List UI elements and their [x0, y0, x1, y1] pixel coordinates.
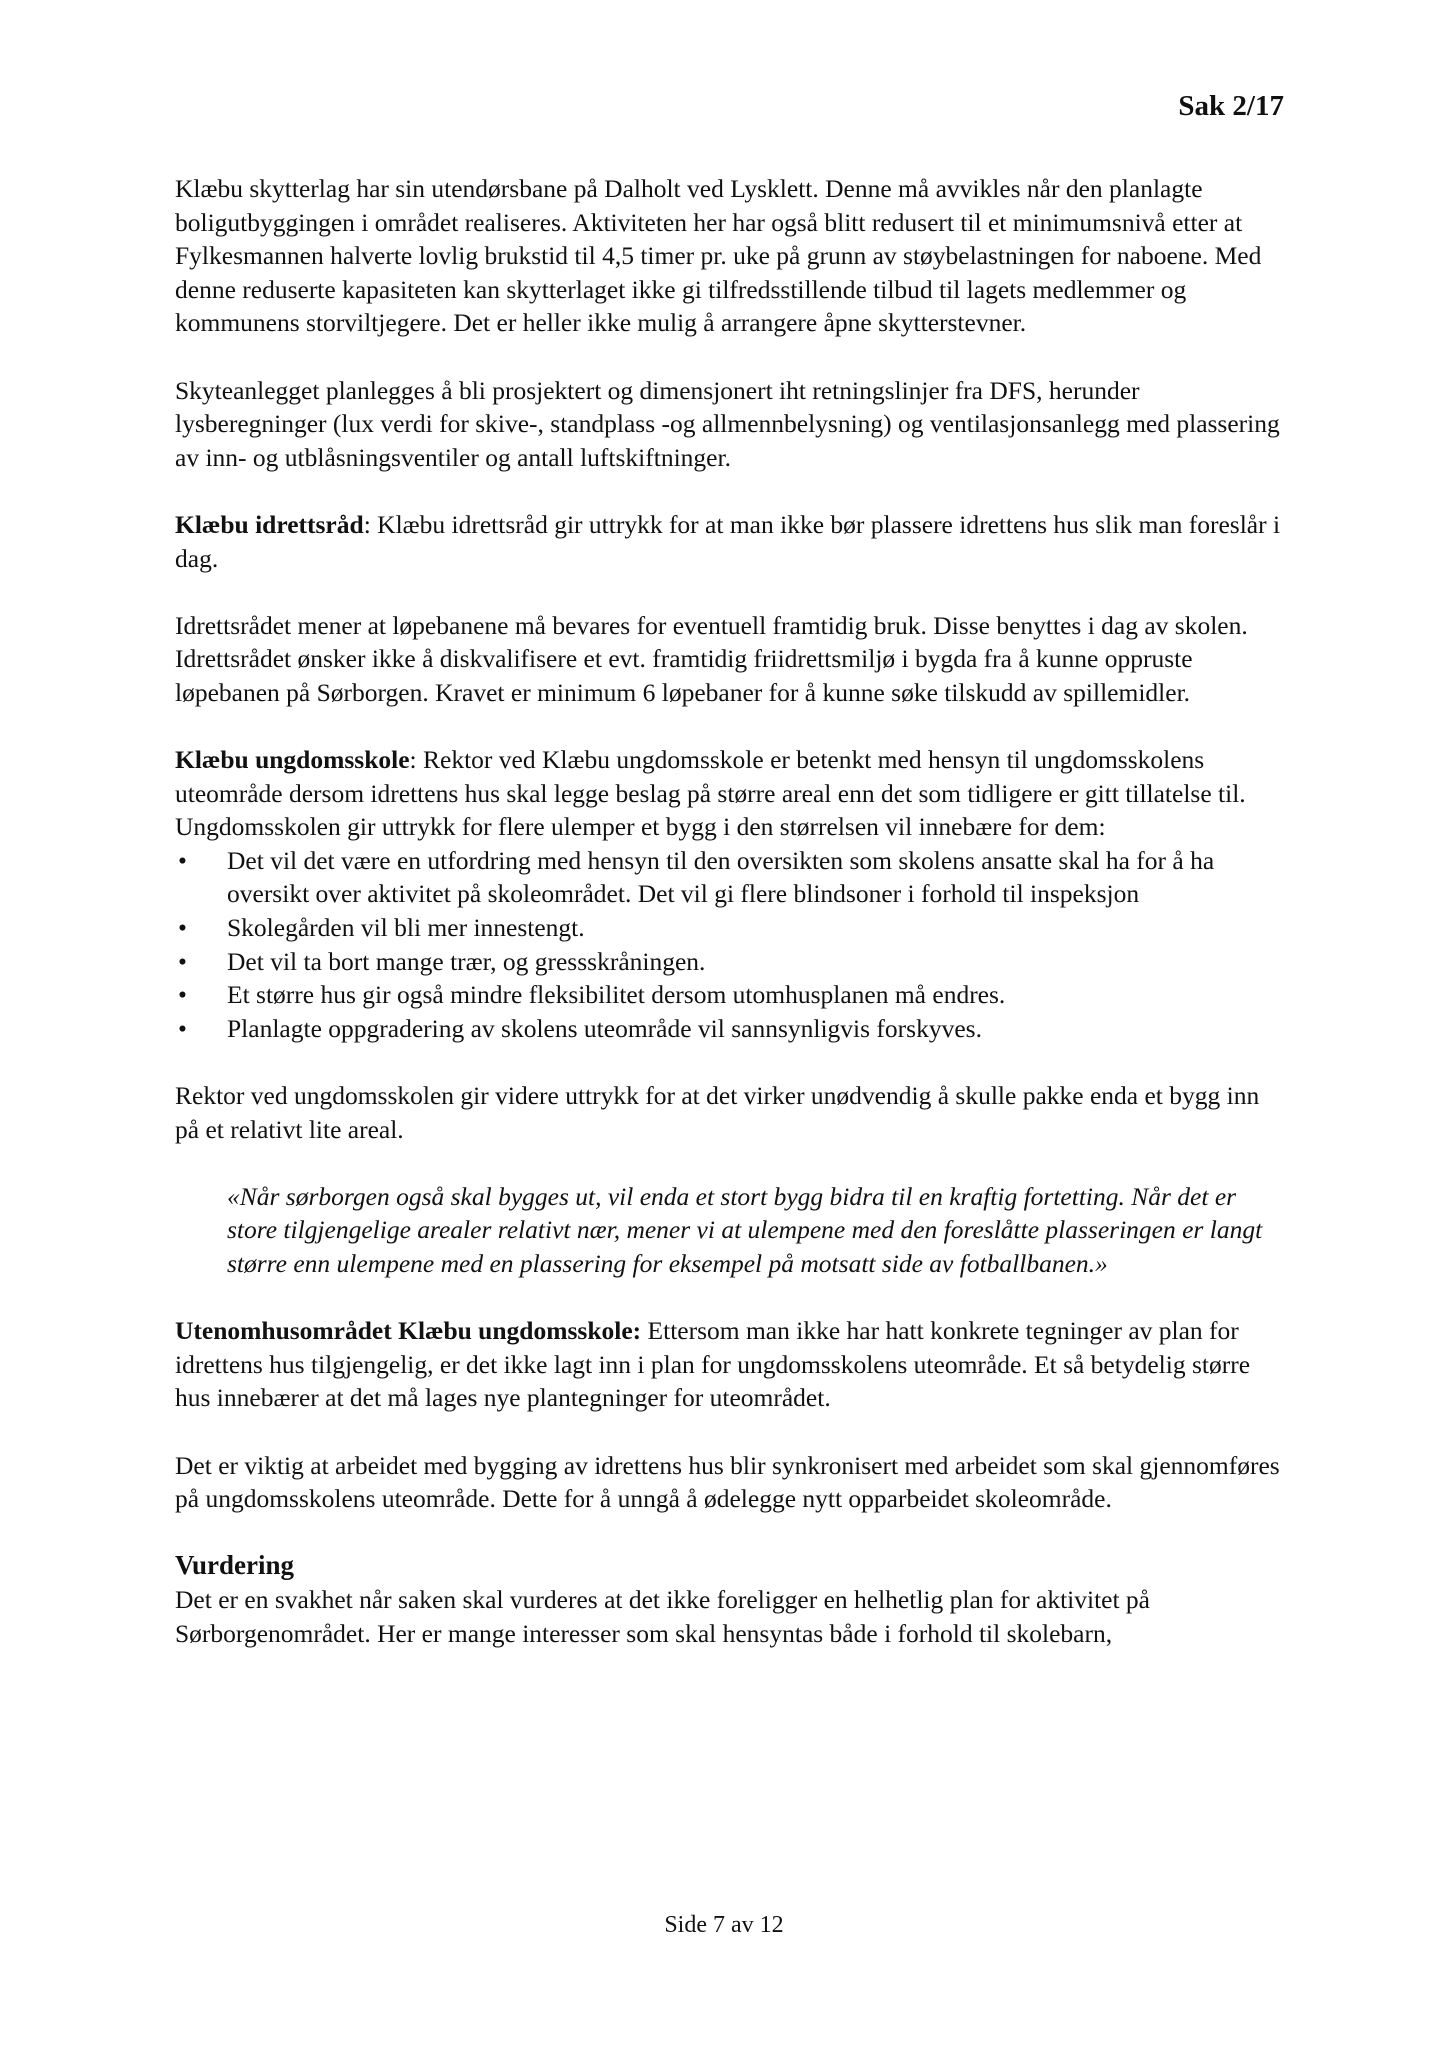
label-sports-council: Klæbu idrettsråd	[175, 509, 364, 539]
list-item	[175, 911, 1285, 945]
list-item-text: Et større hus gir også mindre fleksibilitet dersom utomhusplanen må endres.	[227, 980, 1006, 1010]
list-item-text: Planlagte oppgradering av skolens uteområde vil sannsynligvis forskyves.	[227, 1013, 982, 1043]
case-number: Sak 2/17	[1178, 90, 1284, 122]
paragraph-assessment: Det er en svakhet når saken skal vurderes at det ikke foreligger en helhetlig plan for aktivitet på Sørborgenområdet. Her er mange interesser som skal hensyntas både i forhold til skolebarn,	[175, 1584, 1151, 1648]
list-item	[175, 844, 1285, 911]
paragraph-synchronization: Det er viktig at arbeidet med bygging av idrettens hus blir synkronisert med arbeidet som skal gjennomføres på ungdomsskolens uteområde. Dette for å unngå å ødelegge nytt opparbeidet skoleområde.	[175, 1450, 1280, 1514]
paragraph-principal-further: Rektor ved ungdomsskolen gir videre uttrykk for at det virker unødvendig å skulle pakke enda et bygg inn på et relativt lite areal.	[175, 1081, 1260, 1144]
label-outdoor-area: Utenomhusområdet Klæbu ungdomsskole:	[175, 1316, 642, 1346]
bullet-icon: •	[178, 946, 187, 976]
paragraph-shooting-facility: Skyteanlegget planlegges å bli prosjektert og dimensjonert iht retningslinjer fra DFS, herunder lysberegninger (lux verdi for skive-, standplass -og allmennbelysning) og ventilasjonsanlegg med plassering av inn- og utblåsningsventiler og antall luftskiftninger.	[175, 375, 1280, 472]
list-item-text: Det vil det være en utfordring med hensyn til den oversikten som skolens ansatte skal ha for å ha oversikt over aktivitet på skoleområdet. Det vil gi flere blindsoner i forhold til inspeksjon	[227, 845, 1215, 909]
text-lower-secondary-school: : Rektor ved Klæbu ungdomsskole er betenkt med hensyn til ungdomsskolens uteområde dersom idrettens hus skal legge beslag på større areal enn det som tidligere er gitt tillatelse til. Ungdomsskolen gir uttrykk for flere ulemper et bygg i den størrelsen vil innebære for dem:	[175, 745, 1246, 842]
label-lower-secondary-school: Klæbu ungdomsskole	[175, 745, 410, 775]
document-body	[175, 172, 1285, 1650]
bullet-icon: •	[178, 1013, 187, 1043]
list-item	[175, 945, 1285, 979]
list-item-text: Skolegården vil bli mer innestengt.	[227, 913, 585, 943]
page-footer: Side 7 av 12	[664, 1912, 784, 1938]
bullet-icon: •	[178, 980, 187, 1010]
paragraph-outdoor-area	[175, 1314, 1285, 1415]
drawbacks-list	[175, 844, 1285, 1046]
bullet-icon: •	[178, 913, 187, 943]
paragraph-shooting-club: Klæbu skytterlag har sin utendørsbane på Dalholt ved Lysklett. Denne må avvikles når den planlagte boligutbyggingen i området realiseres. Aktiviteten her har også blitt redusert til et minimumsnivå etter at Fylkesmannen halverte lovlig brukstid til 4,5 timer pr. uke på grunn av støybelastningen for naboene. Med denne reduserte kapasiteten kan skytterlaget ikke gi tilfredsstillende tilbud til lagets medlemmer og kommunens storviltjegere. Det er heller ikke mulig å arrangere åpne skytterstevner.	[175, 174, 1262, 338]
principal-quote: «Når sørborgen også skal bygges ut, vil enda et stort bygg bidra til en kraftig fortetting. Når det er store tilgjengelige arealer relativt nær, mener vi at ulempene med den foreslåtte plasseringen er langt større enn ulempene med en plassering for eksempel på motsatt side av fotballbanen.»	[227, 1181, 1263, 1278]
text-sports-council: : Klæbu idrettsråd gir uttrykk for at man ikke bør plassere idrettens hus slik man foreslår i dag.	[175, 509, 1281, 573]
paragraph-sports-council	[175, 508, 1285, 575]
text-outdoor-area: Ettersom man ikke har hatt konkrete tegninger av plan for idrettens hus tilgjengelig, er det ikke lagt inn i plan for ungdomsskolens uteområde. Et så betydelig større hus innebærer at det må lages nye plantegninger for uteområdet.	[175, 1316, 1251, 1413]
paragraph-running-tracks: Idrettsrådet mener at løpebanene må bevares for eventuell framtidig bruk. Disse benyttes i dag av skolen. Idrettsrådet ønsker ikke å diskvalifisere et evt. framtidig friidrettsmiljø i bygda fra å kunne oppruste løpebanen på Sørborgen. Kravet er minimum 6 løpebaner for å kunne søke tilskudd av spillemidler.	[175, 610, 1248, 707]
paragraph-lower-secondary-school	[175, 743, 1285, 844]
list-item-text: Det vil ta bort mange trær, og gressskråningen.	[227, 946, 706, 976]
bullet-icon: •	[178, 845, 187, 875]
list-item	[175, 1012, 1285, 1046]
heading-vurdering: Vurdering	[175, 1550, 295, 1581]
list-item	[175, 978, 1285, 1012]
